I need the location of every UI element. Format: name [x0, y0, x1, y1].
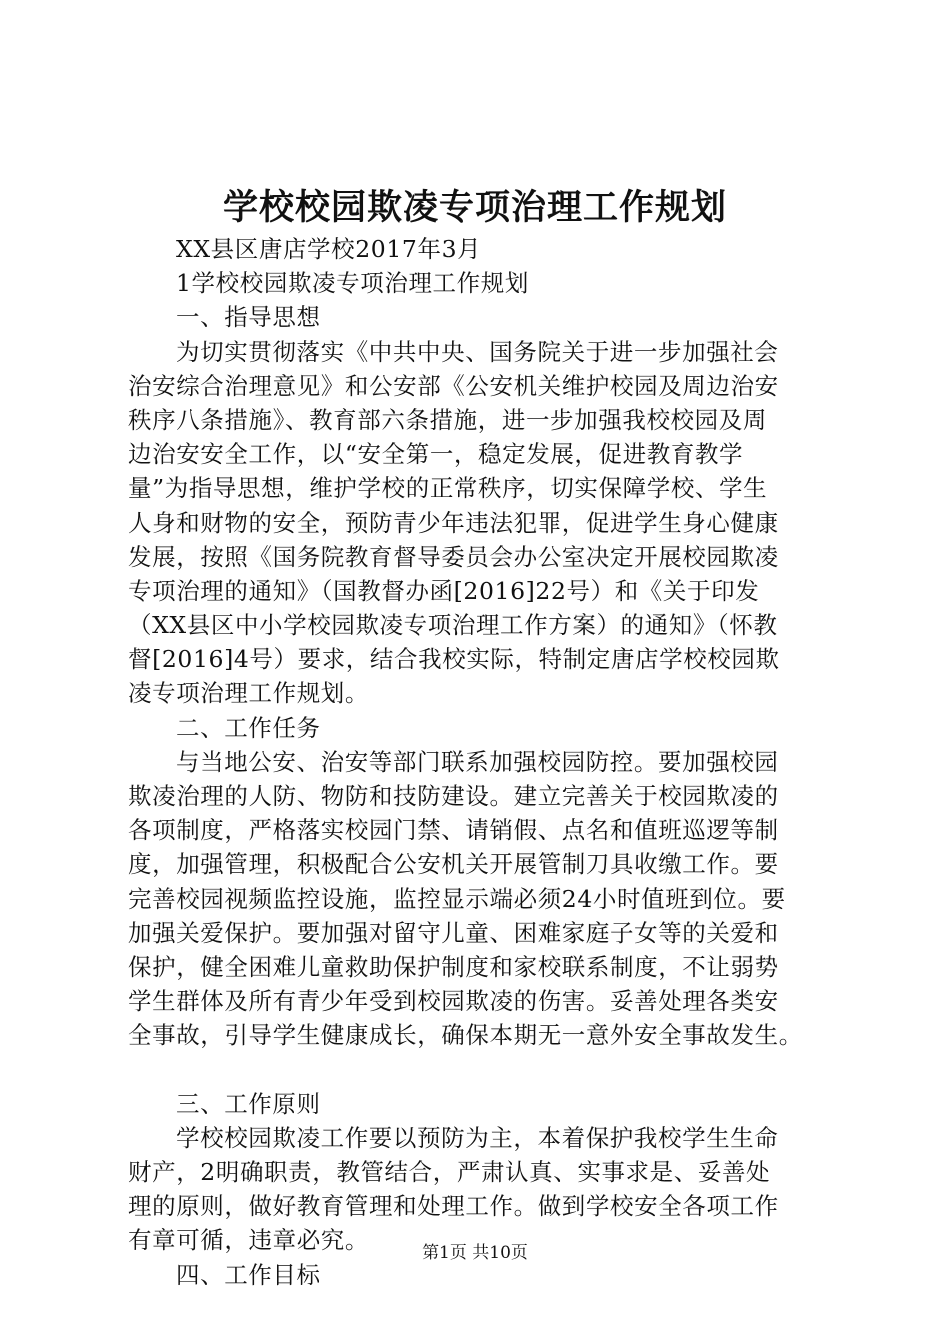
- body-line: 完善校园视频监控设施，监控显示端必须24小时值班到位。要: [128, 884, 786, 913]
- body-line: 与当地公安、治安等部门联系加强校园防控。要加强校园: [176, 747, 779, 776]
- body-line: 财产，2明确职责，教管结合，严肃认真、实事求是、妥善处: [128, 1158, 771, 1187]
- body-line: 二、工作任务: [176, 713, 321, 742]
- blank-line: [128, 1053, 868, 1087]
- body-line: 量”为指导思想，维护学校的正常秩序，切实保障学校、学生: [128, 474, 768, 503]
- body-line: 一、指导思想: [176, 303, 321, 332]
- body-line: 治安综合治理意见》和公安部《公安机关维护校园及周边治安: [128, 371, 779, 400]
- body-line: 各项制度，严格落实校园门禁、请销假、点名和值班巡逻等制: [128, 816, 779, 845]
- body-line: 学生群体及所有青少年受到校园欺凌的伤害。妥善处理各类安: [128, 987, 779, 1016]
- body-line: 凌专项治理工作规划。: [128, 679, 369, 708]
- page-footer: 第1页 共10页: [422, 1243, 528, 1263]
- body-line: 专项治理的通知》（国教督办函[2016]22号）和《关于印发: [128, 576, 760, 605]
- body-line: 为切实贯彻落实《中共中央、国务院关于进一步加强社会: [176, 337, 779, 366]
- body-line: 发展，按照《国务院教育督导委员会办公室决定开展校园欺凌: [128, 542, 779, 571]
- body-line: 加强关爱保护。要加强对留守儿童、困难家庭子女等的关爱和: [128, 918, 779, 947]
- body-line: 督[2016]4号）要求，结合我校实际，特制定唐店学校校园欺: [128, 645, 780, 674]
- body-line: 秩序八条措施》、教育部六条措施，进一步加强我校校园及周: [128, 405, 767, 434]
- body-line: 人身和财物的安全，预防青少年违法犯罪，促进学生身心健康: [128, 508, 779, 537]
- body-line: 四、工作目标: [176, 1260, 321, 1289]
- body-line: 欺凌治理的人防、物防和技防建设。建立完善关于校园欺凌的: [128, 782, 779, 810]
- body-line: 学校校园欺凌工作要以预防为主，本着保护我校学生生命: [176, 1123, 779, 1152]
- body-line: 边治安安全工作，以“安全第一，稳定发展，促进教育教学: [128, 440, 744, 469]
- body-line: 三、工作原则: [176, 1089, 321, 1118]
- document-title: 学校校园欺凌专项治理工作规划: [222, 187, 727, 228]
- body-line: （XX县区中小学校园欺凌专项治理工作方案）的通知》（怀教: [128, 611, 778, 640]
- body-line: XX县区唐店学校2017年3月: [176, 235, 482, 263]
- body-line: 保护，健全困难儿童救助保护制度和家校联系制度，不让弱势: [128, 952, 779, 981]
- body-line: 理的原则，做好教育管理和处理工作。做到学校安全各项工作: [128, 1192, 779, 1221]
- document-body: [128, 232, 868, 1292]
- body-line: 有章可循，违章必究。: [128, 1226, 369, 1255]
- body-line: 1学校校园欺凌专项治理工作规划: [176, 269, 529, 298]
- body-line: 全事故，引导学生健康成长，确保本期无一意外安全事故发生。: [128, 1021, 803, 1050]
- body-line: 度，加强管理，积极配合公安机关开展管制刀具收缴工作。要: [128, 850, 779, 879]
